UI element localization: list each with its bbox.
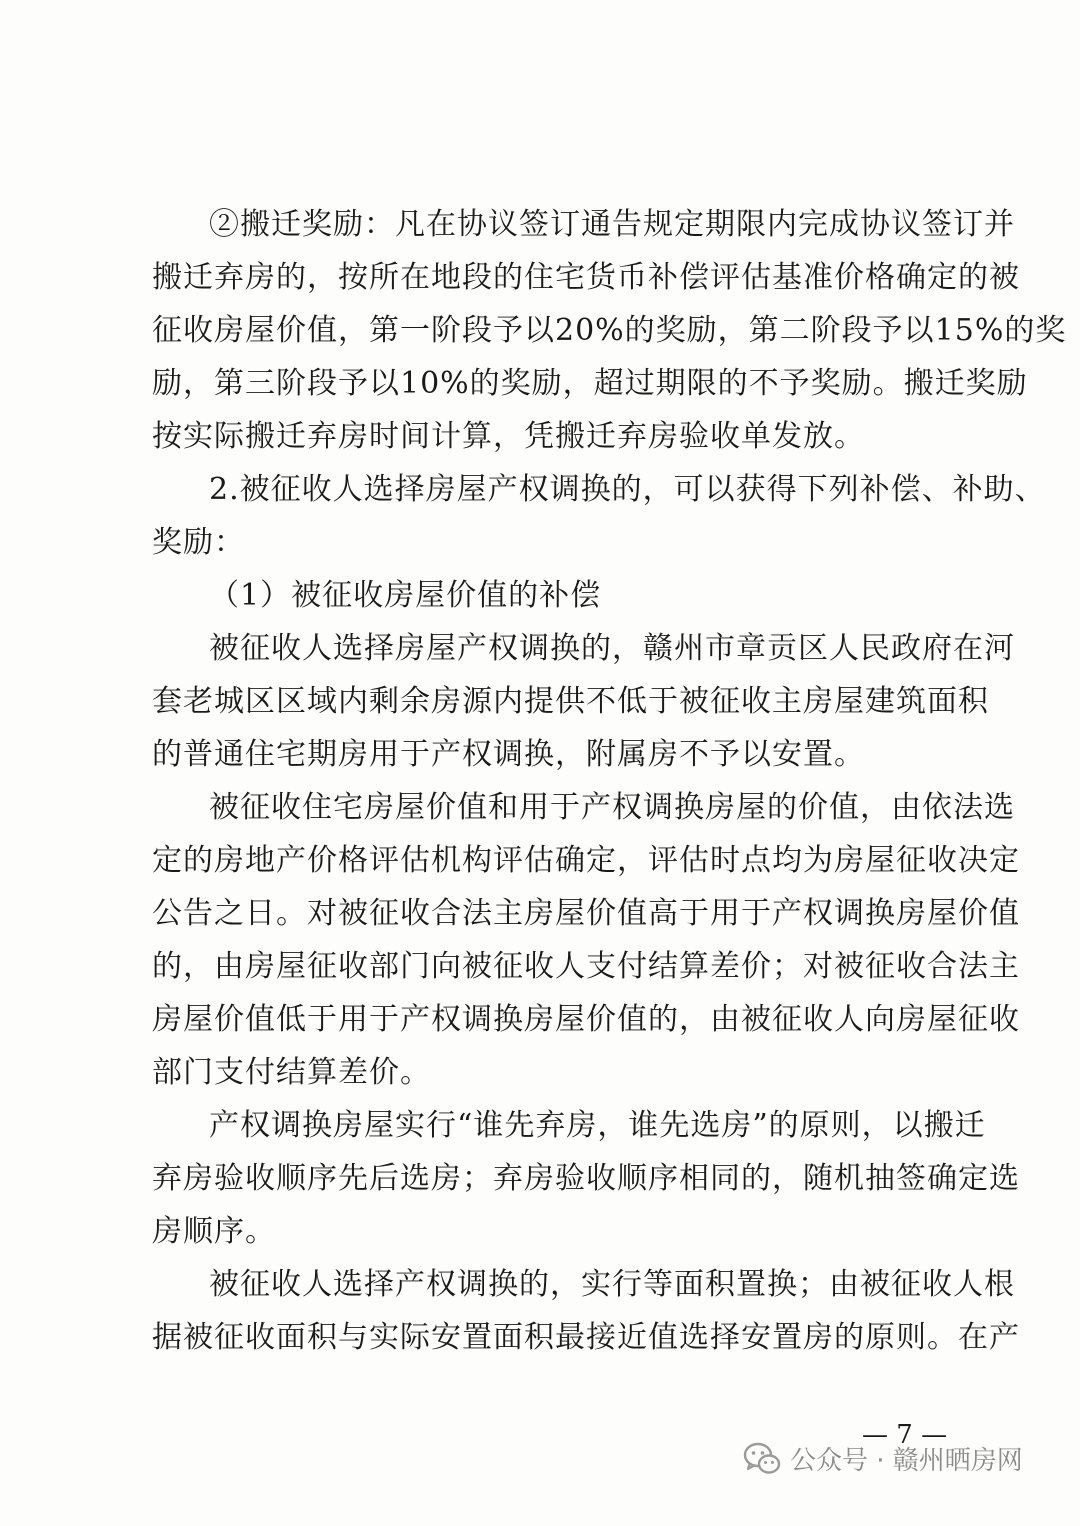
page-number: — 7 — [862,1420,948,1450]
text-line: ②搬迁奖励：凡在协议签订通告规定期限内完成协议签订并 [209,207,1015,242]
text-line: 被征收人选择产权调换的，实行等面积置换；由被征收人根 [209,1267,1015,1302]
text-line: 弃房验收顺序先后选房；弃房验收顺序相同的，随机抽签确定选 [152,1161,1020,1196]
text-line: 2.被征收人选择房屋产权调换的，可以获得下列补偿、补助、 [209,472,1046,507]
text-line: 励，第三阶段予以10%的奖励，超过期限的不予奖励。搬迁奖励 [152,366,1028,401]
text-line: 按实际搬迁弃房时间计算，凭搬迁弃房验收单发放。 [152,419,865,454]
section-heading: （1）被征收房屋价值的补偿 [209,578,602,613]
text-line: 据被征收面积与实际安置面积最接近值选择安置房的原则。在产 [152,1320,1020,1355]
text-line: 被征收住宅房屋价值和用于产权调换房屋的价值，由依法选 [209,790,1015,825]
text-line: 套老城区区域内剩余房源内提供不低于被征收主房屋建筑面积 [152,684,989,719]
text-line: 房顺序。 [152,1214,276,1249]
text-line: 公告之日。对被征收合法主房屋价值高于用于产权调换房屋价值 [152,896,1020,931]
text-line: 奖励： [152,525,245,560]
watermark [742,1438,1023,1478]
text-line: 的普通住宅期房用于产权调换，附属房不予以安置。 [152,737,865,772]
text-line: 被征收人选择房屋产权调换的，赣州市章贡区人民政府在河 [209,631,1015,666]
wechat-icon [742,1438,782,1478]
text-line: 定的房地产价格评估机构评估确定，评估时点均为房屋征收决定 [152,843,1020,878]
watermark-text: 公众号 · 赣州晒房网 [790,1445,1023,1476]
text-line: 搬迁弃房的，按所在地段的住宅货币补偿评估基准价格确定的被 [152,260,1020,295]
text-line: 产权调换房屋实行“谁先弃房，谁先选房”的原则，以搬迁 [209,1108,986,1143]
text-line: 的，由房屋征收部门向被征收人支付结算差价；对被征收合法主 [152,949,1020,984]
text-line: 部门支付结算差价。 [152,1055,431,1090]
text-line: 房屋价值低于用于产权调换房屋价值的，由被征收人向房屋征收 [152,1002,1020,1037]
text-line: 征收房屋价值，第一阶段予以20%的奖励，第二阶段予以15%的奖 [152,313,1067,348]
